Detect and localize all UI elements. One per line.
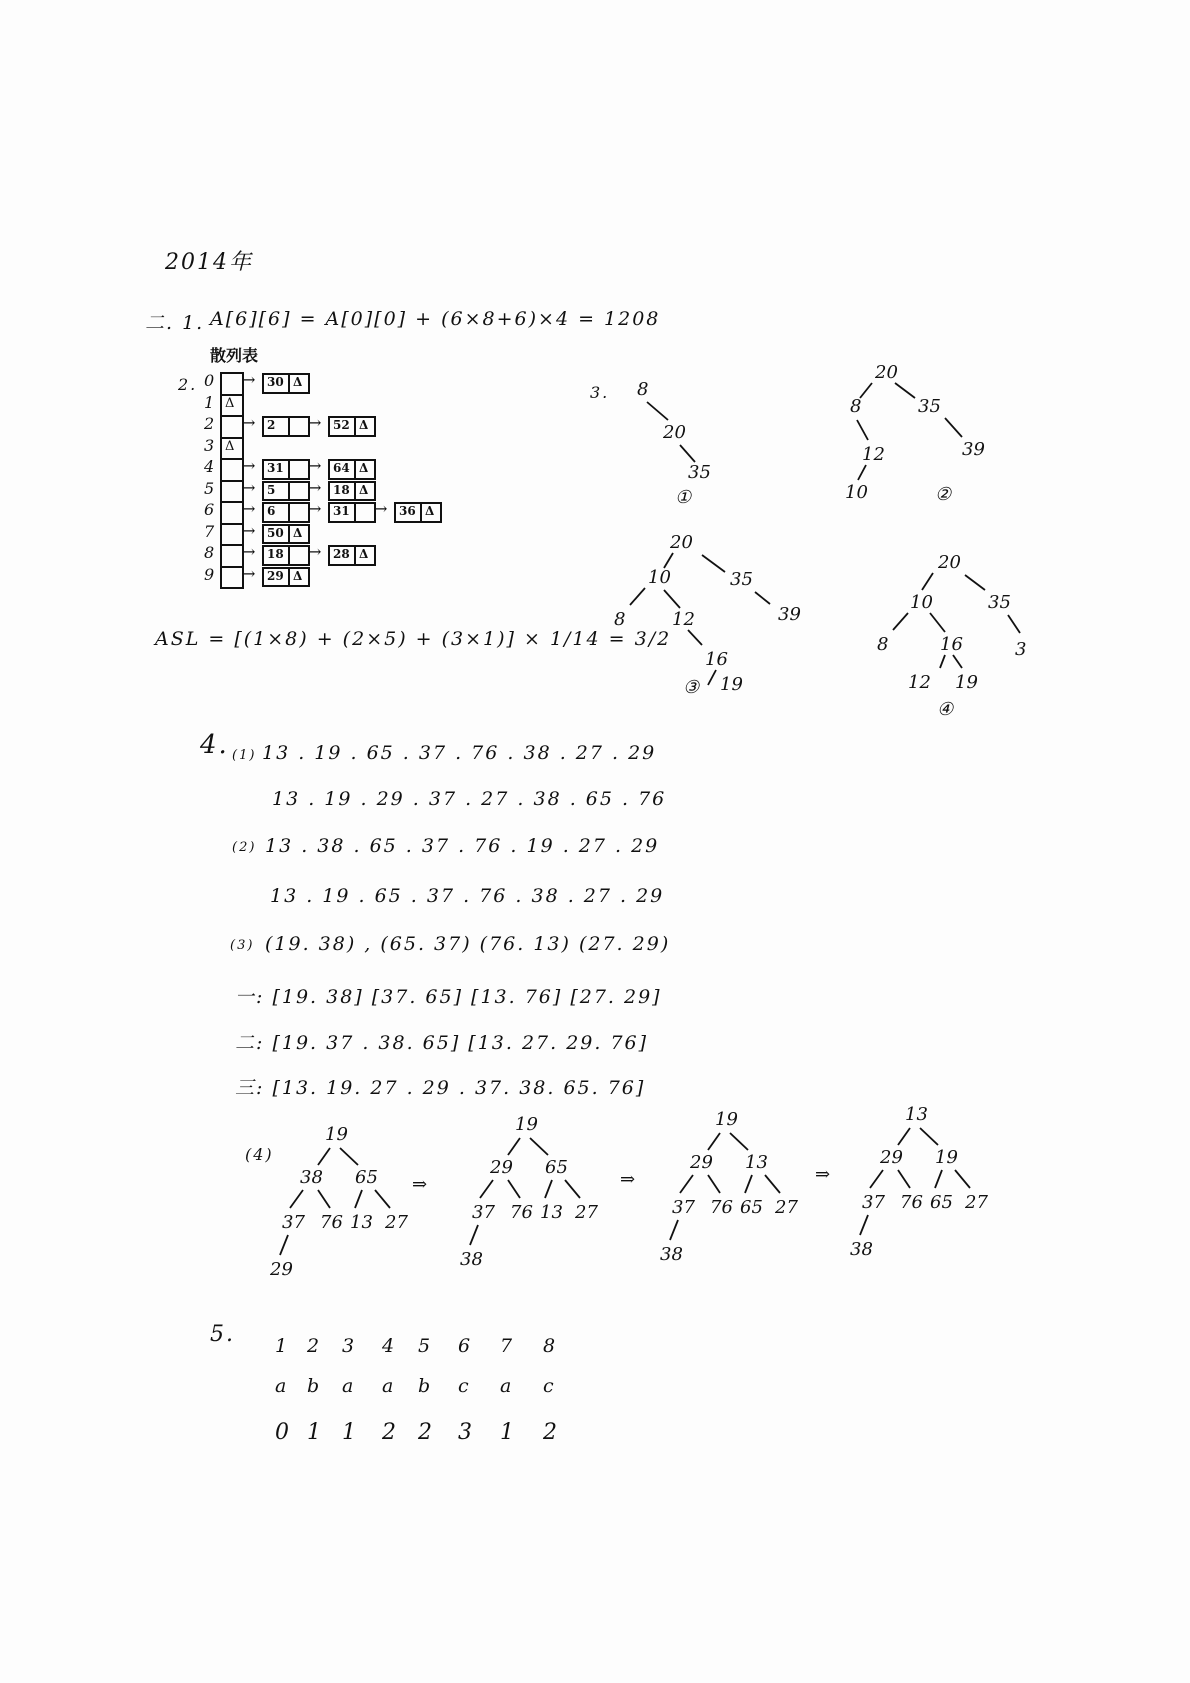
tree-edge [318,1148,330,1165]
tree-edge [920,1128,938,1145]
null-marker: Δ [425,504,435,518]
hash-index-5: 5 [204,478,217,498]
chain-node-key: 29 [267,568,284,583]
q5-char: a [342,1375,356,1397]
heap-step-arrow: ⇒ [620,1169,636,1190]
chain-arrow: → [374,499,388,518]
q4-part1-line2: 13 . 19 . 29 . 37 . 27 . 38 . 65 . 76 [272,788,667,810]
tree2-node: 35 [918,396,941,417]
q2-scribble: 散列表 [210,346,259,365]
q4-part3-label: (3) [230,938,255,953]
chain-arrow: → [242,413,256,432]
q4-part3-line1: (19. 38) , (65. 37) (76. 13) (27. 29) [265,933,671,955]
tree2-node: 8 [850,396,862,417]
tree-edge [730,1133,748,1150]
tree-edge [565,1180,580,1198]
tree-edge [1008,615,1020,633]
q5-next-value: 0 [275,1420,291,1445]
tree-edge [530,1138,548,1155]
null-marker: Δ [293,375,303,389]
tree-edge [664,553,673,568]
tree2-label: ② [935,484,952,505]
q4-part3-line2: 一: [19. 38] [37. 65] [13. 76] [27. 29] [235,986,662,1008]
heap4-node: 13 [905,1104,928,1125]
heap3-node: 76 [710,1197,733,1218]
year-title: 2014年 [165,250,253,275]
chain-arrow: → [308,542,322,561]
tree-edge [340,1148,358,1165]
null-marker: Δ [225,438,235,454]
tree-edge [745,1175,752,1193]
q5-char: a [382,1375,396,1397]
heap2-node: 27 [575,1202,598,1223]
hash-index-2: 2 [204,414,217,433]
tree-edge [290,1190,303,1208]
q5-index: 6 [458,1335,473,1357]
tree-edge [893,613,908,630]
chain-node-key: 2 [267,418,276,432]
tree-edge [870,1170,883,1188]
heap-step-arrow: ⇒ [412,1174,428,1195]
chain-arrow: → [308,413,322,432]
chain-node-key: 50 [267,525,284,540]
tree1-label: ① [675,487,692,508]
tree2-node: 20 [875,362,898,383]
q5-next-value: 3 [458,1420,474,1445]
heap3-node: 65 [740,1197,763,1218]
heap2-node: 76 [510,1202,533,1223]
tree-edge [708,670,716,685]
hash-index-3: 3 [204,435,217,455]
chain-node-key: 28 [333,547,350,561]
hash-index-0: 0 [204,371,217,390]
tree-edge [680,445,695,462]
chain-node-key: 31 [267,461,284,475]
q1-formula: A[6][6] = A[0][0] + (6×8+6)×4 = 1208 [210,308,661,330]
heap2-node: 38 [460,1249,483,1270]
tree-edge [375,1190,390,1208]
tree3-node: 10 [648,567,671,588]
q3-number: 3. [590,383,610,402]
heap3-node: 38 [660,1244,683,1265]
chain-arrow: → [242,542,256,561]
heap4-node: 29 [880,1147,903,1168]
chain-arrow: → [308,499,322,518]
chain-node-key: 18 [267,547,284,561]
q5-next-value: 2 [418,1420,434,1445]
heap1-node: 65 [355,1167,378,1188]
hash-index-9: 9 [204,564,217,584]
q4-part2-line2: 13 . 19 . 65 . 37 . 76 . 38 . 27 . 29 [270,885,665,907]
tree3-node: 20 [670,532,693,553]
tree4-node: 19 [955,672,978,693]
tree-edge [508,1138,520,1155]
q5-index: 8 [543,1335,558,1357]
tree-edge [965,575,985,590]
tree-edge [480,1180,493,1198]
chain-node-key: 5 [267,482,276,497]
tree-edge [280,1235,288,1255]
hash-index-8: 8 [204,543,217,562]
chain-arrow: → [308,477,322,497]
null-marker: Δ [359,482,369,497]
q4-part2-line1: 13 . 38 . 65 . 37 . 76 . 19 . 27 . 29 [265,835,660,857]
q5-index: 2 [307,1335,322,1357]
q5-char: a [500,1375,514,1397]
tree4-node: 10 [910,592,933,613]
q4-part1-line1: 13 . 19 . 65 . 37 . 76 . 38 . 27 . 29 [262,742,657,764]
q5-next-value: 2 [382,1420,398,1445]
hash-index-7: 7 [204,521,217,541]
tree-edge [630,588,645,605]
q4-part2-label: (2) [232,840,257,855]
null-marker: Δ [293,568,303,583]
tree-edge [647,402,668,420]
tree-edge [688,630,702,645]
q5-char: c [543,1375,556,1397]
tree-edge [860,383,872,398]
tree1-node: 20 [663,422,686,443]
chain-node-key: 36 [399,504,416,518]
tree4-node: 20 [938,552,961,573]
chain-node-key: 18 [333,482,350,497]
chain-arrow: → [242,563,256,583]
tree-edge [895,383,915,398]
tree-edge [702,555,725,572]
q5-char: b [307,1375,322,1397]
tree2-node: 12 [862,444,885,465]
q5-char: b [418,1375,433,1397]
chain-node-key: 64 [333,461,350,475]
null-marker: Δ [359,418,369,432]
tree-edge [858,465,866,480]
heap4-node: 37 [862,1192,885,1213]
tree-edge [670,1220,678,1240]
tree-edge [664,590,680,608]
heap1-node: 19 [325,1124,348,1145]
tree-edge [955,1170,970,1188]
hash-index-4: 4 [204,457,217,476]
heap4-node: 27 [965,1192,988,1213]
heap1-node: 29 [270,1259,293,1280]
q5-index: 1 [275,1335,290,1357]
tree4-node: 35 [988,592,1011,613]
q5-index: 3 [342,1335,357,1357]
tree-edge [953,655,962,668]
tree-edge [930,613,945,632]
q1-number: 二. 1. [145,312,205,334]
chain-node-key: 30 [267,375,284,389]
hash-index-1: 1 [204,392,217,412]
q5-next-value: 1 [307,1420,323,1445]
heap4-node: 65 [930,1192,953,1213]
heap2-node: 13 [540,1202,563,1223]
tree-edge [898,1128,910,1145]
heap3-node: 37 [672,1197,695,1218]
chain-arrow: → [242,456,256,475]
q5-next-value: 1 [342,1420,358,1445]
q5-index: 5 [418,1335,433,1357]
null-marker: Δ [359,547,369,561]
null-marker: Δ [359,461,369,475]
tree-edge [940,655,945,668]
q4-part4-label: (4) [245,1145,274,1164]
tree3-node: 16 [705,649,728,670]
heap2-node: 37 [472,1202,495,1223]
tree4-node: 16 [940,634,963,655]
q5-char: c [458,1375,471,1397]
tree-edge [318,1190,330,1208]
q5-char: a [275,1375,289,1397]
tree-edge [860,1215,868,1235]
heap1-node: 37 [282,1212,305,1233]
q4-part3-line4: 三: [13. 19. 27 . 29 . 37. 38. 65. 76] [235,1077,646,1099]
q2-number: 2. [178,375,198,394]
chain-node-key: 52 [333,418,350,432]
tree-edge [755,592,770,604]
heap1-node: 13 [350,1212,373,1233]
heap-step-arrow: ⇒ [815,1164,831,1185]
q5-number: 5. [210,1322,235,1347]
tree-edge [680,1175,693,1193]
tree3-node: 19 [720,674,743,695]
tree-edge [935,1170,942,1188]
tree-edge [470,1225,478,1245]
heap2-node: 29 [490,1157,513,1178]
q5-index: 7 [500,1335,515,1357]
q5-next-value: 1 [500,1420,516,1445]
chain-node-key: 6 [267,504,276,518]
tree-edge [945,418,962,437]
tree-edge [708,1133,720,1150]
tree3-node: 12 [672,609,695,630]
tree-edge [765,1175,780,1193]
heap4-node: 76 [900,1192,923,1213]
heap3-node: 27 [775,1197,798,1218]
tree-edge [508,1180,520,1198]
q4-part1-label: (1) [232,748,257,763]
chain-arrow: → [242,499,256,518]
tree4-label: ④ [937,699,954,720]
null-marker: Δ [225,395,235,411]
heap1-node: 27 [385,1212,408,1233]
heap3-node: 29 [690,1152,713,1173]
null-marker: Δ [293,525,303,540]
q4-part3-line3: 二: [19. 37 . 38. 65] [13. 27. 29. 76] [235,1032,649,1054]
heap4-node: 19 [935,1147,958,1168]
tree-edge [545,1180,552,1198]
tree4-node: 8 [877,634,889,655]
q4-number: 4. [200,730,229,760]
tree-edge [708,1175,720,1193]
asl-formula: ASL = [(1×8) + (2×5) + (3×1)] × 1/14 = 3/2 [155,628,672,650]
hash-index-6: 6 [204,500,217,519]
heap3-node: 19 [715,1109,738,1130]
chain-arrow: → [242,477,256,497]
tree3-node: 8 [614,609,626,630]
tree-edge [898,1170,910,1188]
chain-arrow: → [242,370,256,389]
tree4-node: 12 [908,672,931,693]
tree3-node: 39 [778,604,801,625]
q5-index: 4 [382,1335,397,1357]
heap4-node: 38 [850,1239,873,1260]
chain-arrow: → [308,456,322,475]
heap1-node: 38 [300,1167,323,1188]
tree1-node: 35 [688,462,711,483]
q5-next-value: 2 [543,1420,559,1445]
tree1-node: 8 [637,379,649,400]
heap2-node: 19 [515,1114,538,1135]
tree-edge [355,1190,362,1208]
tree3-label: ③ [683,677,700,698]
tree2-node: 10 [845,482,868,503]
chain-node-key: 31 [333,504,350,518]
tree2-node: 39 [962,439,985,460]
chain-arrow: → [242,520,256,540]
tree4-node: 3 [1015,639,1027,660]
tree-edge [857,420,868,440]
heap2-node: 65 [545,1157,568,1178]
tree3-node: 35 [730,569,753,590]
tree-edge [922,573,933,590]
heap3-node: 13 [745,1152,768,1173]
heap1-node: 76 [320,1212,343,1233]
